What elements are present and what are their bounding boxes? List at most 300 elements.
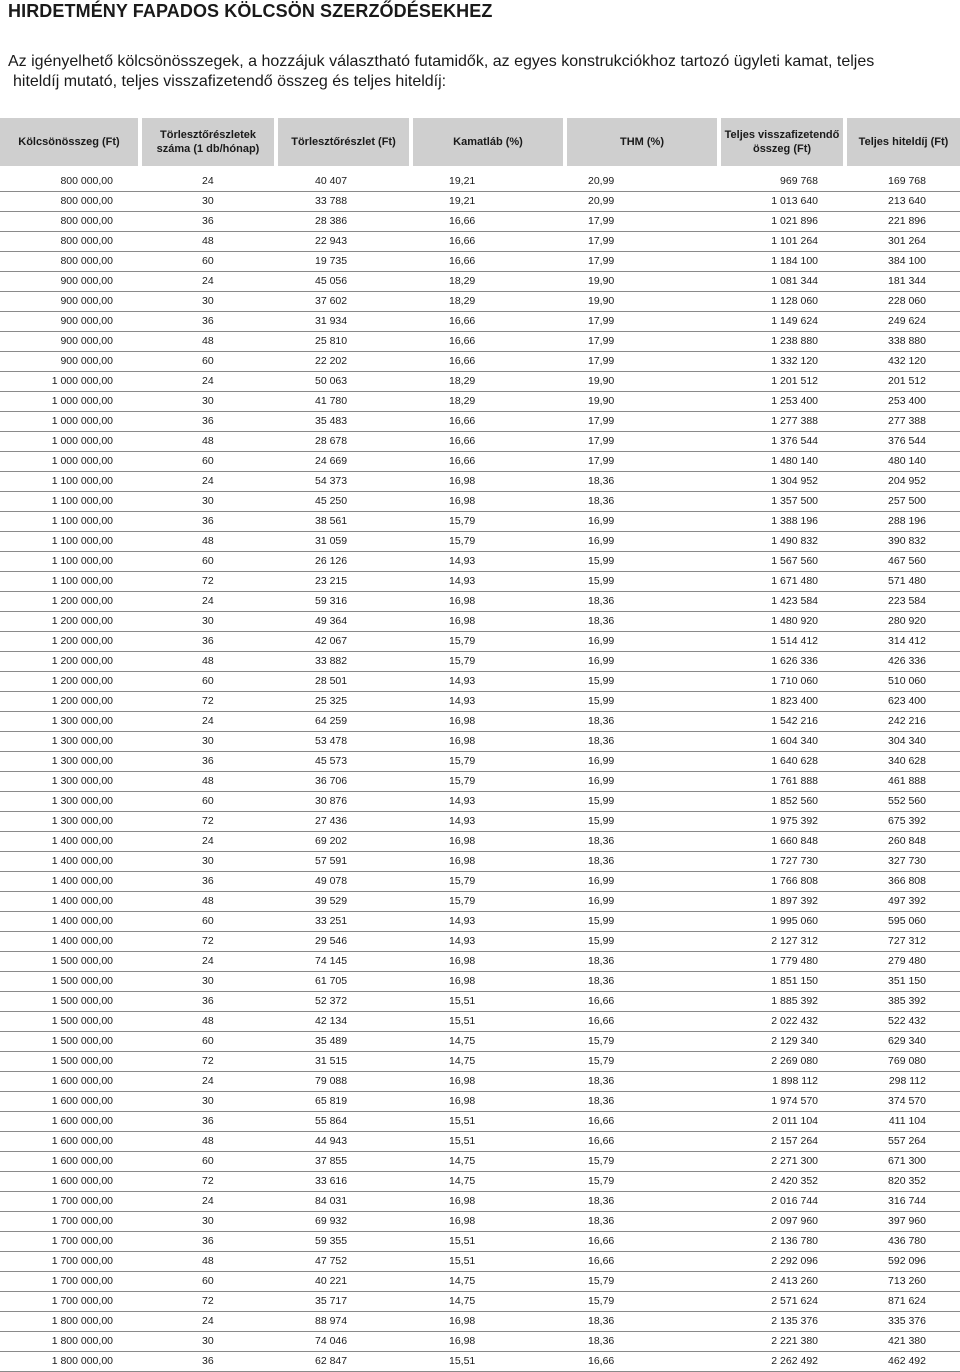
total-credit-cost-cell: 279 480 bbox=[845, 952, 960, 972]
header-interest-rate: Kamatláb (%) bbox=[411, 118, 565, 166]
loan-amount-cell: 1 600 000,00 bbox=[0, 1112, 140, 1132]
loan-amount-cell: 1 400 000,00 bbox=[0, 912, 140, 932]
table-row bbox=[0, 372, 960, 392]
loan-amount-cell: 1 700 000,00 bbox=[0, 1252, 140, 1272]
total-repayable-cell: 2 016 744 bbox=[719, 1192, 845, 1212]
installment-cell: 69 202 bbox=[276, 832, 411, 852]
thm-cell: 18,36 bbox=[565, 952, 719, 972]
thm-cell: 18,36 bbox=[565, 732, 719, 752]
installment-cell: 65 819 bbox=[276, 1092, 411, 1112]
loan-amount-cell: 900 000,00 bbox=[0, 272, 140, 292]
table-row bbox=[0, 352, 960, 372]
thm-cell: 19,90 bbox=[565, 372, 719, 392]
table-row bbox=[0, 1152, 960, 1172]
installment-count-cell: 72 bbox=[140, 572, 276, 592]
interest-rate-cell: 16,98 bbox=[411, 1092, 565, 1112]
table-row bbox=[0, 952, 960, 972]
total-repayable-cell: 2 221 380 bbox=[719, 1332, 845, 1352]
table-header-row bbox=[0, 118, 960, 166]
thm-cell: 16,66 bbox=[565, 1112, 719, 1132]
thm-cell: 15,99 bbox=[565, 572, 719, 592]
thm-cell: 18,36 bbox=[565, 472, 719, 492]
total-credit-cost-cell: 169 768 bbox=[845, 172, 960, 192]
installment-count-cell: 48 bbox=[140, 432, 276, 452]
total-credit-cost-cell: 351 150 bbox=[845, 972, 960, 992]
interest-rate-cell: 14,93 bbox=[411, 572, 565, 592]
installment-count-cell: 48 bbox=[140, 772, 276, 792]
loan-amount-cell: 1 600 000,00 bbox=[0, 1132, 140, 1152]
total-credit-cost-cell: 552 560 bbox=[845, 792, 960, 812]
table-row bbox=[0, 1032, 960, 1052]
installment-count-cell: 30 bbox=[140, 292, 276, 312]
installment-cell: 35 489 bbox=[276, 1032, 411, 1052]
total-credit-cost-cell: 374 570 bbox=[845, 1092, 960, 1112]
total-repayable-cell: 2 271 300 bbox=[719, 1152, 845, 1172]
thm-cell: 16,99 bbox=[565, 652, 719, 672]
loan-amount-cell: 1 800 000,00 bbox=[0, 1352, 140, 1372]
thm-cell: 18,36 bbox=[565, 972, 719, 992]
thm-cell: 17,99 bbox=[565, 352, 719, 372]
loan-amount-cell: 1 500 000,00 bbox=[0, 1032, 140, 1052]
table-row bbox=[0, 492, 960, 512]
installment-count-cell: 72 bbox=[140, 812, 276, 832]
installment-count-cell: 60 bbox=[140, 552, 276, 572]
loan-amount-cell: 1 300 000,00 bbox=[0, 732, 140, 752]
installment-count-cell: 48 bbox=[140, 1012, 276, 1032]
interest-rate-cell: 15,51 bbox=[411, 992, 565, 1012]
thm-cell: 18,36 bbox=[565, 492, 719, 512]
thm-cell: 17,99 bbox=[565, 212, 719, 232]
installment-cell: 53 478 bbox=[276, 732, 411, 752]
table-row bbox=[0, 632, 960, 652]
installment-cell: 25 325 bbox=[276, 692, 411, 712]
installment-count-cell: 30 bbox=[140, 1332, 276, 1352]
interest-rate-cell: 15,51 bbox=[411, 1232, 565, 1252]
installment-cell: 64 259 bbox=[276, 712, 411, 732]
total-credit-cost-cell: 421 380 bbox=[845, 1332, 960, 1352]
total-credit-cost-cell: 571 480 bbox=[845, 572, 960, 592]
total-repayable-cell: 1 671 480 bbox=[719, 572, 845, 592]
total-credit-cost-cell: 181 344 bbox=[845, 272, 960, 292]
installment-cell: 61 705 bbox=[276, 972, 411, 992]
total-credit-cost-cell: 204 952 bbox=[845, 472, 960, 492]
loan-amount-cell: 1 500 000,00 bbox=[0, 952, 140, 972]
intro-text bbox=[8, 52, 958, 92]
installment-cell: 41 780 bbox=[276, 392, 411, 412]
installment-count-cell: 36 bbox=[140, 1112, 276, 1132]
interest-rate-cell: 15,51 bbox=[411, 1012, 565, 1032]
total-repayable-cell: 1 357 500 bbox=[719, 492, 845, 512]
interest-rate-cell: 18,29 bbox=[411, 292, 565, 312]
thm-cell: 15,79 bbox=[565, 1052, 719, 1072]
interest-rate-cell: 16,98 bbox=[411, 1212, 565, 1232]
installment-cell: 47 752 bbox=[276, 1252, 411, 1272]
thm-cell: 16,66 bbox=[565, 1232, 719, 1252]
interest-rate-cell: 16,98 bbox=[411, 712, 565, 732]
loan-amount-cell: 800 000,00 bbox=[0, 212, 140, 232]
total-credit-cost-cell: 671 300 bbox=[845, 1152, 960, 1172]
interest-rate-cell: 16,98 bbox=[411, 1072, 565, 1092]
total-credit-cost-cell: 366 808 bbox=[845, 872, 960, 892]
thm-cell: 17,99 bbox=[565, 412, 719, 432]
interest-rate-cell: 14,75 bbox=[411, 1292, 565, 1312]
installment-count-cell: 60 bbox=[140, 352, 276, 372]
installment-cell: 25 810 bbox=[276, 332, 411, 352]
loan-amount-cell: 1 100 000,00 bbox=[0, 512, 140, 532]
table-row bbox=[0, 552, 960, 572]
thm-cell: 17,99 bbox=[565, 332, 719, 352]
interest-rate-cell: 16,98 bbox=[411, 732, 565, 752]
total-credit-cost-cell: 769 080 bbox=[845, 1052, 960, 1072]
interest-rate-cell: 16,66 bbox=[411, 452, 565, 472]
thm-cell: 15,79 bbox=[565, 1032, 719, 1052]
thm-cell: 18,36 bbox=[565, 852, 719, 872]
total-credit-cost-cell: 467 560 bbox=[845, 552, 960, 572]
installment-cell: 31 515 bbox=[276, 1052, 411, 1072]
total-repayable-cell: 1 184 100 bbox=[719, 252, 845, 272]
loan-amount-cell: 1 400 000,00 bbox=[0, 852, 140, 872]
total-credit-cost-cell: 426 336 bbox=[845, 652, 960, 672]
interest-rate-cell: 14,93 bbox=[411, 932, 565, 952]
installment-cell: 39 529 bbox=[276, 892, 411, 912]
table-row bbox=[0, 1012, 960, 1032]
installment-count-cell: 24 bbox=[140, 712, 276, 732]
installment-cell: 74 145 bbox=[276, 952, 411, 972]
thm-cell: 17,99 bbox=[565, 312, 719, 332]
installment-count-cell: 48 bbox=[140, 532, 276, 552]
installment-cell: 31 934 bbox=[276, 312, 411, 332]
header-thm: THM (%) bbox=[565, 118, 719, 166]
installment-cell: 22 943 bbox=[276, 232, 411, 252]
installment-count-cell: 30 bbox=[140, 1212, 276, 1232]
interest-rate-cell: 16,66 bbox=[411, 212, 565, 232]
total-repayable-cell: 1 710 060 bbox=[719, 672, 845, 692]
interest-rate-cell: 15,79 bbox=[411, 632, 565, 652]
total-credit-cost-cell: 242 216 bbox=[845, 712, 960, 732]
total-repayable-cell: 1 238 880 bbox=[719, 332, 845, 352]
table-row bbox=[0, 1332, 960, 1352]
thm-cell: 16,66 bbox=[565, 1012, 719, 1032]
interest-rate-cell: 16,98 bbox=[411, 472, 565, 492]
total-repayable-cell: 2 011 104 bbox=[719, 1112, 845, 1132]
loan-amount-cell: 900 000,00 bbox=[0, 352, 140, 372]
loan-amount-cell: 1 300 000,00 bbox=[0, 812, 140, 832]
thm-cell: 15,79 bbox=[565, 1292, 719, 1312]
total-repayable-cell: 1 480 140 bbox=[719, 452, 845, 472]
interest-rate-cell: 15,79 bbox=[411, 652, 565, 672]
installment-count-cell: 30 bbox=[140, 852, 276, 872]
table-row bbox=[0, 292, 960, 312]
total-repayable-cell: 969 768 bbox=[719, 172, 845, 192]
installment-cell: 38 561 bbox=[276, 512, 411, 532]
thm-cell: 15,99 bbox=[565, 552, 719, 572]
installment-count-cell: 72 bbox=[140, 1172, 276, 1192]
total-credit-cost-cell: 338 880 bbox=[845, 332, 960, 352]
loan-amount-cell: 1 100 000,00 bbox=[0, 532, 140, 552]
thm-cell: 20,99 bbox=[565, 172, 719, 192]
installment-count-cell: 30 bbox=[140, 1092, 276, 1112]
intro-line-2: hiteldíj mutató, teljes visszafizetendő összeg és teljes hiteldíj: bbox=[13, 73, 447, 90]
table-row bbox=[0, 1232, 960, 1252]
installment-count-cell: 24 bbox=[140, 1072, 276, 1092]
total-credit-cost-cell: 820 352 bbox=[845, 1172, 960, 1192]
table-row bbox=[0, 832, 960, 852]
table-row bbox=[0, 592, 960, 612]
interest-rate-cell: 16,98 bbox=[411, 492, 565, 512]
thm-cell: 19,90 bbox=[565, 292, 719, 312]
table-row bbox=[0, 912, 960, 932]
total-repayable-cell: 2 262 492 bbox=[719, 1352, 845, 1372]
total-repayable-cell: 2 097 960 bbox=[719, 1212, 845, 1232]
total-credit-cost-cell: 249 624 bbox=[845, 312, 960, 332]
installment-cell: 49 078 bbox=[276, 872, 411, 892]
loan-amount-cell: 900 000,00 bbox=[0, 332, 140, 352]
thm-cell: 16,99 bbox=[565, 892, 719, 912]
installment-count-cell: 24 bbox=[140, 832, 276, 852]
installment-cell: 29 546 bbox=[276, 932, 411, 952]
loan-amount-cell: 1 200 000,00 bbox=[0, 632, 140, 652]
interest-rate-cell: 16,98 bbox=[411, 952, 565, 972]
interest-rate-cell: 16,98 bbox=[411, 972, 565, 992]
thm-cell: 16,66 bbox=[565, 992, 719, 1012]
installment-count-cell: 24 bbox=[140, 952, 276, 972]
interest-rate-cell: 16,66 bbox=[411, 232, 565, 252]
installment-cell: 36 706 bbox=[276, 772, 411, 792]
thm-cell: 17,99 bbox=[565, 252, 719, 272]
total-credit-cost-cell: 304 340 bbox=[845, 732, 960, 752]
installment-cell: 79 088 bbox=[276, 1072, 411, 1092]
table-row bbox=[0, 1132, 960, 1152]
total-repayable-cell: 1 974 570 bbox=[719, 1092, 845, 1112]
table-row bbox=[0, 712, 960, 732]
loan-amount-cell: 1 200 000,00 bbox=[0, 692, 140, 712]
table-row bbox=[0, 792, 960, 812]
installment-cell: 31 059 bbox=[276, 532, 411, 552]
loan-amount-cell: 1 400 000,00 bbox=[0, 872, 140, 892]
installment-count-cell: 60 bbox=[140, 672, 276, 692]
table-row bbox=[0, 1292, 960, 1312]
loan-amount-cell: 1 400 000,00 bbox=[0, 932, 140, 952]
total-credit-cost-cell: 436 780 bbox=[845, 1232, 960, 1252]
table-row bbox=[0, 432, 960, 452]
interest-rate-cell: 14,93 bbox=[411, 792, 565, 812]
installment-count-cell: 30 bbox=[140, 972, 276, 992]
total-credit-cost-cell: 314 412 bbox=[845, 632, 960, 652]
total-credit-cost-cell: 432 120 bbox=[845, 352, 960, 372]
total-credit-cost-cell: 257 500 bbox=[845, 492, 960, 512]
thm-cell: 15,79 bbox=[565, 1152, 719, 1172]
thm-cell: 16,66 bbox=[565, 1352, 719, 1372]
table-row bbox=[0, 392, 960, 412]
installment-cell: 59 355 bbox=[276, 1232, 411, 1252]
thm-cell: 16,66 bbox=[565, 1132, 719, 1152]
table-row bbox=[0, 1272, 960, 1292]
total-repayable-cell: 2 413 260 bbox=[719, 1272, 845, 1292]
installment-count-cell: 36 bbox=[140, 1352, 276, 1372]
total-repayable-cell: 2 571 624 bbox=[719, 1292, 845, 1312]
table-row bbox=[0, 412, 960, 432]
loan-amount-cell: 1 600 000,00 bbox=[0, 1092, 140, 1112]
total-credit-cost-cell: 397 960 bbox=[845, 1212, 960, 1232]
loan-amount-cell: 1 300 000,00 bbox=[0, 772, 140, 792]
installment-count-cell: 48 bbox=[140, 892, 276, 912]
thm-cell: 16,99 bbox=[565, 872, 719, 892]
installment-cell: 40 221 bbox=[276, 1272, 411, 1292]
total-repayable-cell: 1 626 336 bbox=[719, 652, 845, 672]
total-repayable-cell: 2 127 312 bbox=[719, 932, 845, 952]
installment-count-cell: 30 bbox=[140, 612, 276, 632]
total-repayable-cell: 1 851 150 bbox=[719, 972, 845, 992]
installment-cell: 35 483 bbox=[276, 412, 411, 432]
total-repayable-cell: 1 975 392 bbox=[719, 812, 845, 832]
installment-count-cell: 36 bbox=[140, 872, 276, 892]
thm-cell: 15,99 bbox=[565, 692, 719, 712]
thm-cell: 16,99 bbox=[565, 632, 719, 652]
installment-count-cell: 36 bbox=[140, 412, 276, 432]
total-credit-cost-cell: 280 920 bbox=[845, 612, 960, 632]
installment-count-cell: 24 bbox=[140, 172, 276, 192]
installment-cell: 84 031 bbox=[276, 1192, 411, 1212]
loan-table-container bbox=[0, 118, 960, 1372]
thm-cell: 18,36 bbox=[565, 1312, 719, 1332]
total-repayable-cell: 1 490 832 bbox=[719, 532, 845, 552]
interest-rate-cell: 16,98 bbox=[411, 1312, 565, 1332]
loan-amount-cell: 1 200 000,00 bbox=[0, 652, 140, 672]
installment-count-cell: 60 bbox=[140, 1272, 276, 1292]
installment-count-cell: 30 bbox=[140, 192, 276, 212]
loan-amount-cell: 1 100 000,00 bbox=[0, 572, 140, 592]
interest-rate-cell: 16,98 bbox=[411, 1332, 565, 1352]
table-row bbox=[0, 1312, 960, 1332]
table-row bbox=[0, 972, 960, 992]
total-repayable-cell: 1 128 060 bbox=[719, 292, 845, 312]
total-repayable-cell: 1 332 120 bbox=[719, 352, 845, 372]
total-credit-cost-cell: 213 640 bbox=[845, 192, 960, 212]
installment-cell: 44 943 bbox=[276, 1132, 411, 1152]
table-row bbox=[0, 692, 960, 712]
thm-cell: 18,36 bbox=[565, 1192, 719, 1212]
interest-rate-cell: 14,93 bbox=[411, 692, 565, 712]
table-row bbox=[0, 1112, 960, 1132]
loan-amount-cell: 900 000,00 bbox=[0, 312, 140, 332]
total-repayable-cell: 2 269 080 bbox=[719, 1052, 845, 1072]
installment-count-cell: 60 bbox=[140, 1152, 276, 1172]
loan-amount-cell: 1 400 000,00 bbox=[0, 832, 140, 852]
installment-count-cell: 36 bbox=[140, 512, 276, 532]
installment-count-cell: 72 bbox=[140, 932, 276, 952]
thm-cell: 18,36 bbox=[565, 832, 719, 852]
installment-cell: 37 855 bbox=[276, 1152, 411, 1172]
installment-cell: 27 436 bbox=[276, 812, 411, 832]
total-repayable-cell: 1 423 584 bbox=[719, 592, 845, 612]
total-repayable-cell: 1 201 512 bbox=[719, 372, 845, 392]
loan-amount-cell: 1 000 000,00 bbox=[0, 372, 140, 392]
loan-amount-cell: 1 700 000,00 bbox=[0, 1292, 140, 1312]
loan-amount-cell: 1 200 000,00 bbox=[0, 592, 140, 612]
installment-count-cell: 60 bbox=[140, 1032, 276, 1052]
thm-cell: 18,36 bbox=[565, 1072, 719, 1092]
interest-rate-cell: 19,21 bbox=[411, 172, 565, 192]
interest-rate-cell: 15,51 bbox=[411, 1352, 565, 1372]
thm-cell: 18,36 bbox=[565, 1092, 719, 1112]
total-credit-cost-cell: 335 376 bbox=[845, 1312, 960, 1332]
table-row bbox=[0, 852, 960, 872]
total-repayable-cell: 2 292 096 bbox=[719, 1252, 845, 1272]
loan-amount-cell: 1 100 000,00 bbox=[0, 472, 140, 492]
installment-cell: 42 134 bbox=[276, 1012, 411, 1032]
thm-cell: 18,36 bbox=[565, 1212, 719, 1232]
loan-amount-cell: 1 600 000,00 bbox=[0, 1172, 140, 1192]
total-credit-cost-cell: 260 848 bbox=[845, 832, 960, 852]
table-row bbox=[0, 772, 960, 792]
installment-cell: 22 202 bbox=[276, 352, 411, 372]
total-repayable-cell: 1 761 888 bbox=[719, 772, 845, 792]
installment-count-cell: 36 bbox=[140, 992, 276, 1012]
total-credit-cost-cell: 201 512 bbox=[845, 372, 960, 392]
table-row bbox=[0, 812, 960, 832]
thm-cell: 15,99 bbox=[565, 932, 719, 952]
installment-count-cell: 24 bbox=[140, 472, 276, 492]
thm-cell: 15,99 bbox=[565, 792, 719, 812]
loan-amount-cell: 1 700 000,00 bbox=[0, 1272, 140, 1292]
table-row bbox=[0, 652, 960, 672]
table-row bbox=[0, 932, 960, 952]
interest-rate-cell: 14,75 bbox=[411, 1152, 565, 1172]
installment-cell: 28 678 bbox=[276, 432, 411, 452]
table-row bbox=[0, 732, 960, 752]
total-repayable-cell: 1 081 344 bbox=[719, 272, 845, 292]
total-repayable-cell: 1 149 624 bbox=[719, 312, 845, 332]
interest-rate-cell: 14,93 bbox=[411, 672, 565, 692]
total-credit-cost-cell: 223 584 bbox=[845, 592, 960, 612]
loan-amount-cell: 1 600 000,00 bbox=[0, 1152, 140, 1172]
total-repayable-cell: 1 727 730 bbox=[719, 852, 845, 872]
installment-count-cell: 36 bbox=[140, 212, 276, 232]
table-row bbox=[0, 452, 960, 472]
total-credit-cost-cell: 253 400 bbox=[845, 392, 960, 412]
thm-cell: 17,99 bbox=[565, 232, 719, 252]
header-total-repayable: Teljes visszafizetendő összeg (Ft) bbox=[719, 118, 845, 166]
loan-amount-cell: 1 000 000,00 bbox=[0, 452, 140, 472]
installment-cell: 52 372 bbox=[276, 992, 411, 1012]
table-row bbox=[0, 1172, 960, 1192]
total-credit-cost-cell: 595 060 bbox=[845, 912, 960, 932]
total-credit-cost-cell: 623 400 bbox=[845, 692, 960, 712]
total-credit-cost-cell: 522 432 bbox=[845, 1012, 960, 1032]
total-credit-cost-cell: 480 140 bbox=[845, 452, 960, 472]
total-repayable-cell: 2 022 432 bbox=[719, 1012, 845, 1032]
installment-cell: 55 864 bbox=[276, 1112, 411, 1132]
installment-cell: 24 669 bbox=[276, 452, 411, 472]
installment-count-cell: 48 bbox=[140, 1252, 276, 1272]
installment-count-cell: 72 bbox=[140, 692, 276, 712]
table-row bbox=[0, 232, 960, 252]
installment-count-cell: 36 bbox=[140, 312, 276, 332]
loan-amount-cell: 1 000 000,00 bbox=[0, 432, 140, 452]
interest-rate-cell: 14,93 bbox=[411, 812, 565, 832]
table-row bbox=[0, 272, 960, 292]
interest-rate-cell: 14,93 bbox=[411, 552, 565, 572]
total-credit-cost-cell: 461 888 bbox=[845, 772, 960, 792]
interest-rate-cell: 14,75 bbox=[411, 1172, 565, 1192]
loan-amount-cell: 900 000,00 bbox=[0, 292, 140, 312]
total-repayable-cell: 2 136 780 bbox=[719, 1232, 845, 1252]
total-repayable-cell: 1 885 392 bbox=[719, 992, 845, 1012]
loan-amount-cell: 1 600 000,00 bbox=[0, 1072, 140, 1092]
thm-cell: 16,66 bbox=[565, 1252, 719, 1272]
total-repayable-cell: 1 277 388 bbox=[719, 412, 845, 432]
loan-amount-cell: 1 100 000,00 bbox=[0, 552, 140, 572]
